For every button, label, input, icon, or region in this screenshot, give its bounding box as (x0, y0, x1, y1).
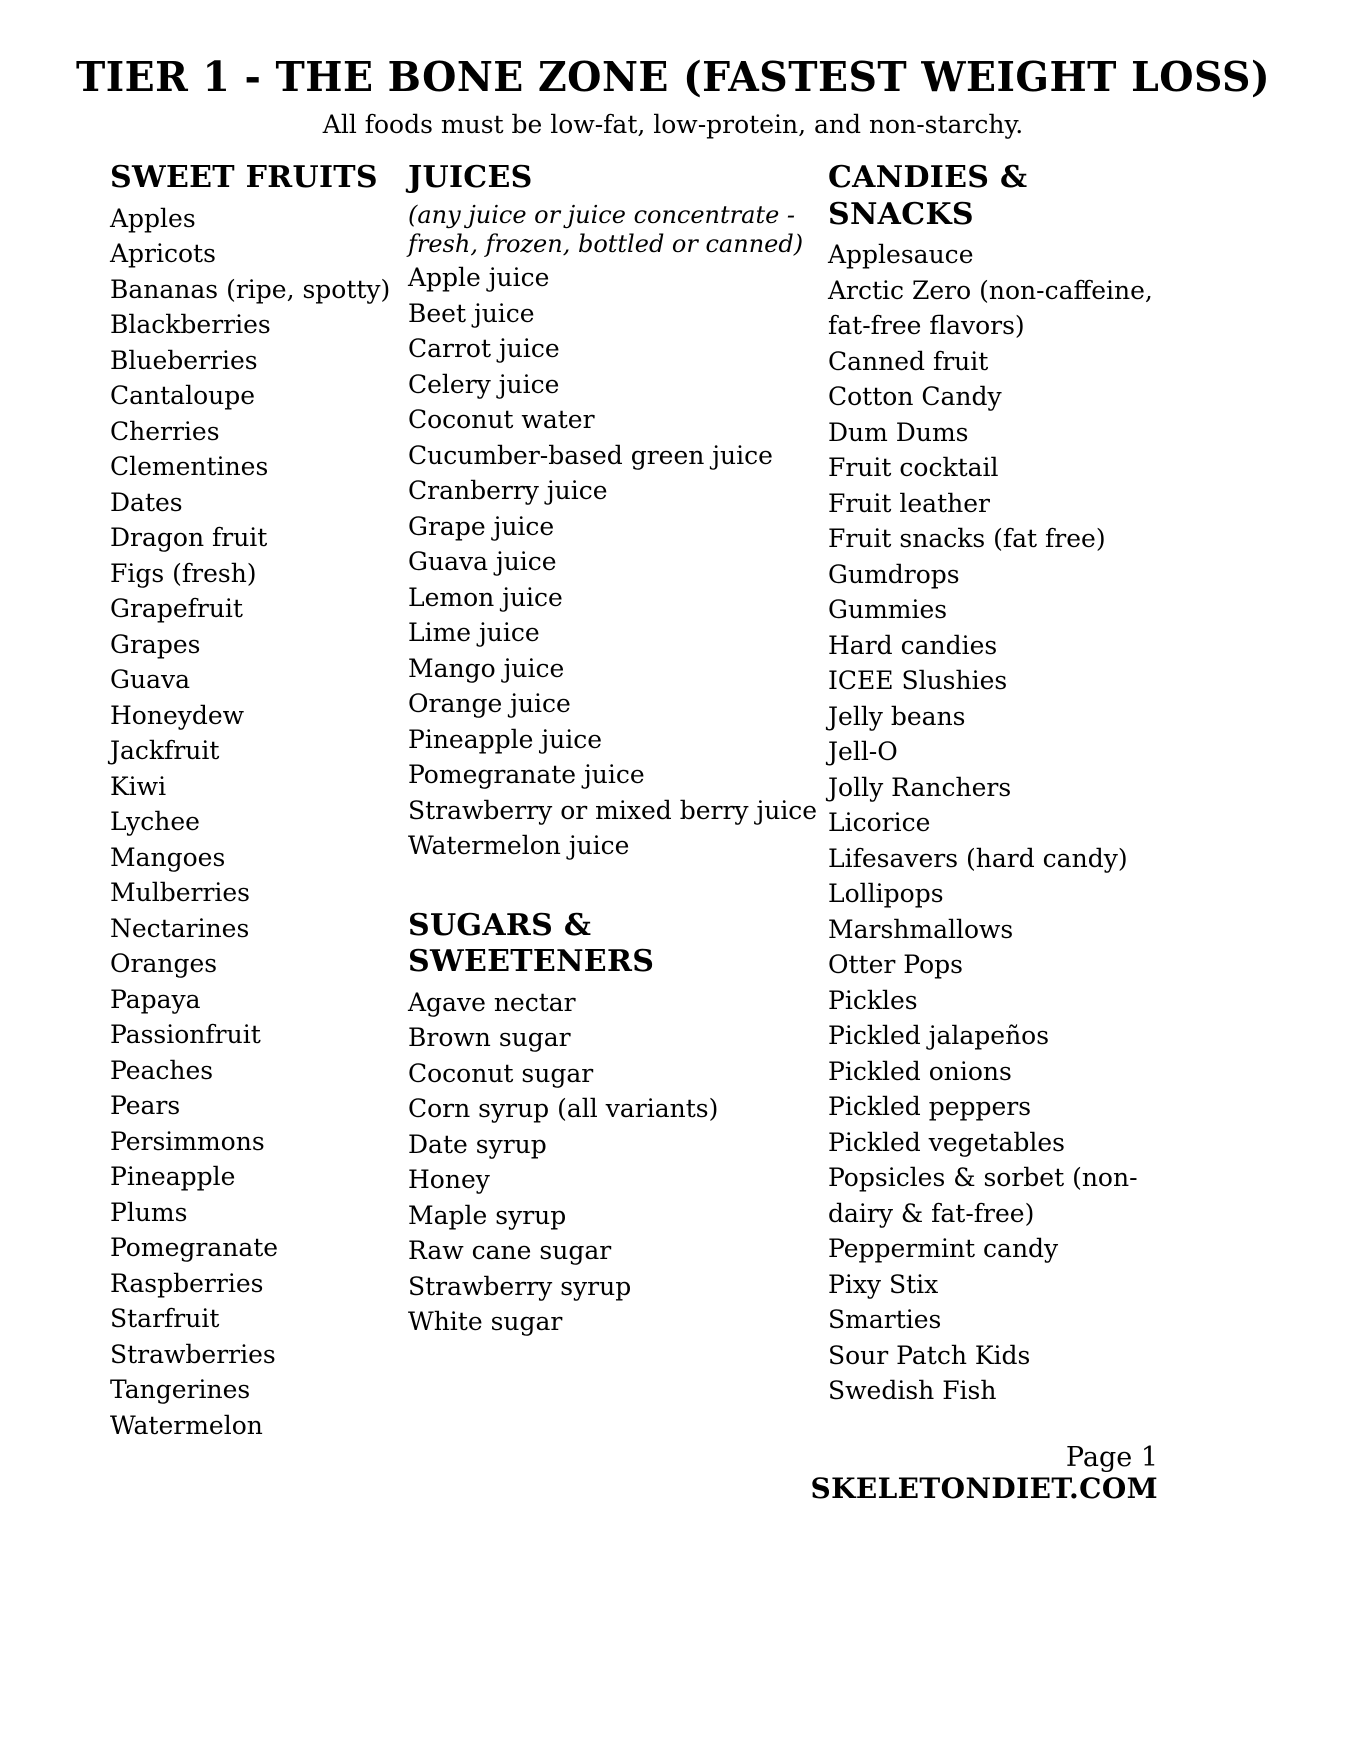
list-item: Swedish Fish (828, 1376, 997, 1406)
list-item: Passionfruit (110, 1020, 261, 1050)
section-sweet-fruits (110, 160, 410, 1443)
section-note-juices: (any juice or juice concentrate - fresh, frozen, bottled or canned) (408, 200, 804, 258)
list-item: Strawberry syrup (408, 1271, 632, 1301)
column-sweet-fruits (110, 160, 410, 1443)
list-item: Canned fruit (828, 346, 989, 376)
column-juices-sugars (408, 160, 828, 1340)
list-item: Fruit cocktail (828, 453, 999, 483)
list-item: Pickles (828, 985, 918, 1015)
list-item: Celery juice (408, 369, 560, 399)
list-item: Apples (110, 203, 196, 233)
list-item: Jell-O (828, 737, 898, 767)
list-item: White sugar (408, 1307, 563, 1337)
list-item: Brown sugar (408, 1023, 571, 1053)
list-item: Strawberry or mixed berry juice (408, 795, 818, 825)
list-candies-snacks (828, 237, 1158, 1409)
list-item: Popsicles & sorbet (non-dairy & fat-free) (828, 1163, 1138, 1228)
list-item: Raw cane sugar (408, 1236, 612, 1266)
list-item: Guava juice (408, 547, 557, 577)
list-item: Marshmallows (828, 914, 1014, 944)
list-item: Arctic Zero (non-caffeine, fat-free flavors) (828, 275, 1153, 341)
document-header (0, 0, 1346, 139)
page-number: Page 1 (1065, 1441, 1158, 1473)
list-item: Corn syrup (all variants) (408, 1094, 719, 1124)
list-item: Dates (110, 487, 183, 517)
list-item: Pickled jalapeños (828, 1021, 1050, 1051)
list-item: Date syrup (408, 1129, 547, 1159)
list-item: Applesauce (828, 240, 974, 270)
list-item: Grapefruit (110, 594, 243, 624)
list-item: Cherries (110, 416, 220, 446)
list-item: Raspberries (110, 1268, 264, 1298)
list-item: Agave nectar (408, 987, 576, 1017)
list-item: Coconut sugar (408, 1058, 594, 1088)
list-item: Grapes (110, 629, 201, 659)
list-sweet-fruits (110, 201, 410, 1444)
list-item: Pickled peppers (828, 1092, 1032, 1122)
content-columns (0, 160, 1346, 1590)
section-heading-sugars-sweeteners: SUGARS & SWEETENERS (408, 907, 655, 980)
list-item: Dragon fruit (110, 523, 268, 553)
list-item: Beet juice (408, 298, 535, 328)
page-subtitle: All foods must be low-fat, low-protein, and non-starchy. (322, 110, 1024, 140)
page-title: TIER 1 - THE BONE ZONE (FASTEST WEIGHT LOSS) (75, 53, 1271, 101)
list-item: Lime juice (408, 618, 540, 648)
list-item: Pineapple juice (408, 724, 603, 754)
list-item: Honeydew (110, 700, 245, 730)
list-item: ICEE Slushies (828, 666, 1008, 696)
list-item: Watermelon (110, 1410, 263, 1440)
section-candies-snacks (828, 160, 1158, 1409)
list-item: Dum Dums (828, 417, 969, 447)
list-item: Apple juice (408, 263, 550, 293)
list-item: Peppermint candy (828, 1234, 1059, 1264)
list-item: Jackfruit (110, 736, 220, 766)
list-item: Pomegranate juice (408, 760, 645, 790)
list-item: Papaya (110, 984, 201, 1014)
section-heading-juices: JUICES (408, 160, 533, 195)
column-candies-snacks (828, 160, 1158, 1409)
list-item: Carrot juice (408, 334, 560, 364)
list-item: Bananas (ripe, spotty) (110, 274, 391, 304)
list-item: Pickled onions (828, 1056, 1012, 1086)
list-item: Gumdrops (828, 559, 960, 589)
site-url: SKELETONDIET.COM (810, 1471, 1158, 1505)
list-item: Watermelon juice (408, 831, 630, 861)
list-item: Mango juice (408, 653, 565, 683)
section-heading-candies-snacks: CANDIES & SNACKS (828, 160, 1028, 232)
list-item: Nectarines (110, 913, 250, 943)
list-item: Strawberries (110, 1339, 276, 1369)
list-item: Mangoes (110, 842, 226, 872)
list-item: Cantaloupe (110, 381, 256, 411)
list-item: Pickled vegetables (828, 1127, 1065, 1157)
list-item: Lifesavers (hard candy) (828, 843, 1128, 873)
list-item: Gummies (828, 595, 948, 625)
list-item: Honey (408, 1165, 490, 1195)
list-item: Jelly beans (828, 701, 966, 731)
list-item: Clementines (110, 452, 269, 482)
list-item: Sour Patch Kids (828, 1340, 1031, 1370)
list-item: Fruit snacks (fat free) (828, 524, 1106, 554)
list-item: Cranberry juice (408, 476, 608, 506)
list-item: Lychee (110, 807, 200, 837)
list-item: Cucumber-based green juice (408, 440, 773, 470)
list-item: Jolly Ranchers (828, 772, 1012, 802)
list-item: Fruit leather (828, 488, 990, 518)
list-item: Mulberries (110, 878, 251, 908)
section-juices (408, 160, 828, 864)
list-item: Oranges (110, 949, 218, 979)
section-heading-sweet-fruits: SWEET FRUITS (110, 160, 378, 195)
list-item: Hard candies (828, 630, 998, 660)
list-sugars-sweeteners (408, 985, 828, 1340)
list-juices (408, 260, 828, 864)
list-item: Smarties (828, 1305, 942, 1335)
list-item: Lemon juice (408, 582, 563, 612)
list-item: Lollipops (828, 879, 944, 909)
section-sugars-sweeteners (408, 908, 828, 1340)
list-item: Pixy Stix (828, 1269, 939, 1299)
list-item: Plums (110, 1197, 188, 1227)
list-item: Guava (110, 665, 191, 695)
list-item: Orange juice (408, 689, 571, 719)
list-item: Figs (fresh) (110, 558, 257, 588)
list-item: Starfruit (110, 1304, 220, 1334)
list-item: Coconut water (408, 405, 595, 435)
list-item: Maple syrup (408, 1200, 567, 1230)
list-item: Otter Pops (828, 950, 963, 980)
list-item: Blueberries (110, 345, 258, 375)
list-item: Kiwi (110, 771, 167, 801)
list-item: Licorice (828, 808, 931, 838)
list-item: Tangerines (110, 1375, 251, 1405)
list-item: Grape juice (408, 511, 555, 541)
list-item: Pears (110, 1091, 181, 1121)
list-item: Pineapple (110, 1162, 236, 1192)
list-item: Peaches (110, 1055, 214, 1085)
list-item: Blackberries (110, 310, 271, 340)
list-item: Apricots (110, 239, 216, 269)
list-item: Pomegranate (110, 1233, 279, 1263)
list-item: Persimmons (110, 1126, 265, 1156)
list-item: Cotton Candy (828, 382, 1002, 412)
document-footer (810, 1443, 1158, 1504)
